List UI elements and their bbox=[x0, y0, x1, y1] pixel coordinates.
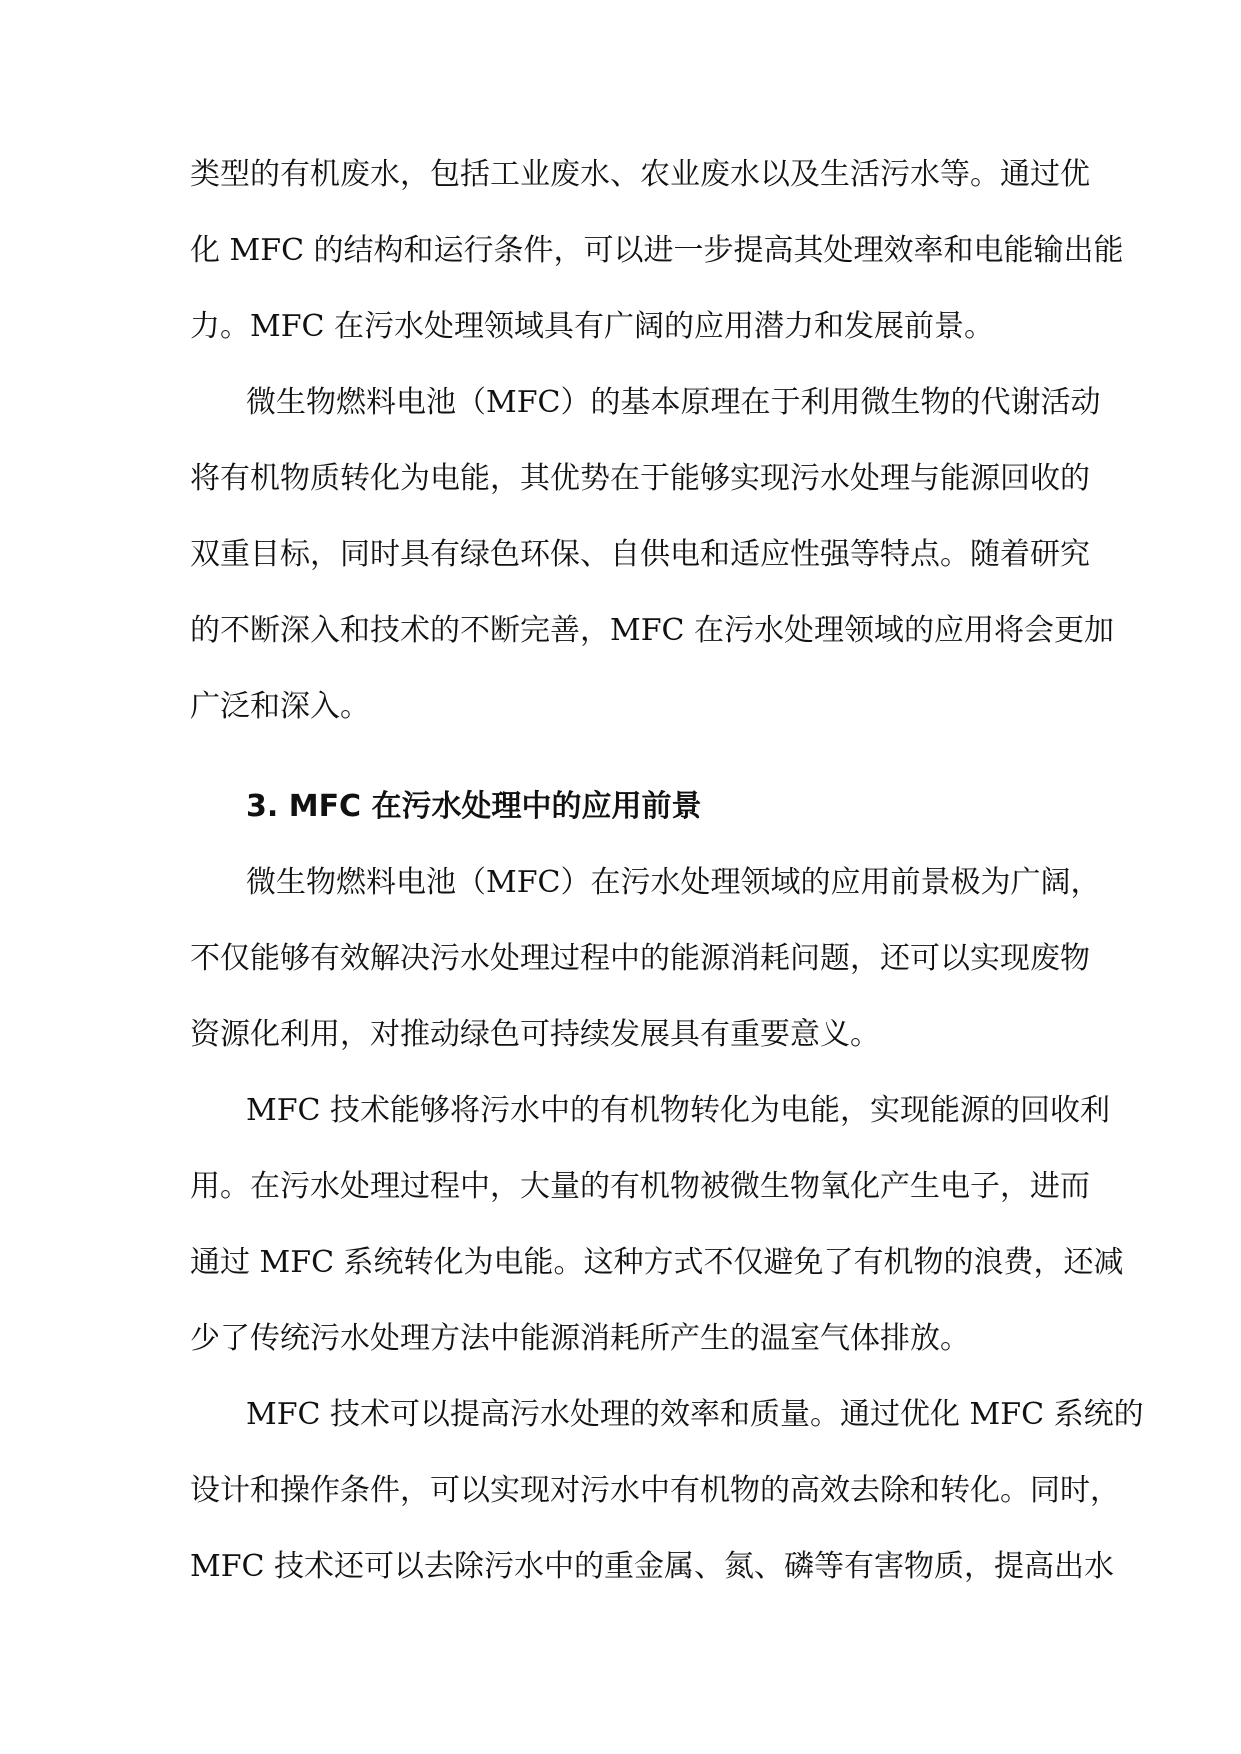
section-paragraph-3-line-1: MFC 技术可以提高污水处理的效率和质量。通过优化 MFC 系统的 bbox=[246, 1397, 1144, 1432]
section-paragraph-3-line-2: 设计和操作条件，可以实现对污水中有机物的高效去除和转化。同时， bbox=[190, 1473, 1120, 1508]
paragraph-1-line-3: 力。MFC 在污水处理领域具有广阔的应用潜力和发展前景。 bbox=[190, 309, 995, 344]
paragraph-1-line-2: 化 MFC 的结构和运行条件，可以进一步提高其处理效率和电能输出能 bbox=[190, 233, 1124, 268]
section-paragraph-2-line-3: 通过 MFC 系统转化为电能。这种方式不仅避免了有机物的浪费，还减 bbox=[190, 1245, 1124, 1280]
section-paragraph-2-line-4: 少了传统污水处理方法中能源消耗所产生的温室气体排放。 bbox=[190, 1321, 970, 1356]
section-heading: 3. MFC 在污水处理中的应用前景 bbox=[246, 789, 702, 824]
paragraph-2-line-2: 将有机物质转化为电能，其优势在于能够实现污水处理与能源回收的 bbox=[190, 461, 1090, 496]
section-paragraph-3-line-3: MFC 技术还可以去除污水中的重金属、氮、磷等有害物质，提高出水 bbox=[190, 1549, 1115, 1584]
section-paragraph-1-line-3: 资源化利用，对推动绿色可持续发展具有重要意义。 bbox=[190, 1017, 880, 1052]
paragraph-2-line-4: 的不断深入和技术的不断完善，MFC 在污水处理领域的应用将会更加 bbox=[190, 613, 1115, 648]
paragraph-1-line-1: 类型的有机废水，包括工业废水、农业废水以及生活污水等。通过优 bbox=[190, 157, 1090, 192]
section-paragraph-1-line-2: 不仅能够有效解决污水处理过程中的能源消耗问题，还可以实现废物 bbox=[190, 941, 1090, 976]
section-paragraph-1-line-1: 微生物燃料电池（MFC）在污水处理领域的应用前景极为广阔， bbox=[246, 865, 1101, 900]
paragraph-2-line-1: 微生物燃料电池（MFC）的基本原理在于利用微生物的代谢活动 bbox=[246, 385, 1101, 420]
section-paragraph-2-line-1: MFC 技术能够将污水中的有机物转化为电能，实现能源的回收利 bbox=[246, 1093, 1111, 1128]
section-paragraph-2-line-2: 用。在污水处理过程中，大量的有机物被微生物氧化产生电子，进而 bbox=[190, 1169, 1090, 1204]
paragraph-2-line-3: 双重目标，同时具有绿色环保、自供电和适应性强等特点。随着研究 bbox=[190, 537, 1090, 572]
paragraph-2-line-5: 广泛和深入。 bbox=[190, 689, 370, 724]
